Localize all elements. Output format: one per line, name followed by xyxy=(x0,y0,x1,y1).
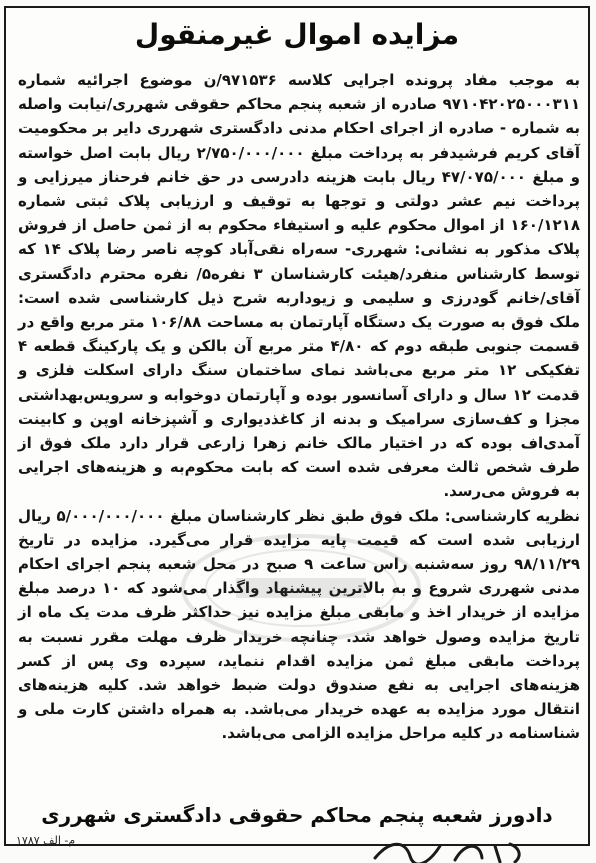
handwritten-mark-icon xyxy=(370,838,530,863)
notice-paragraph-expert-opinion: نظریه کارشناسی: ملک فوق طبق نظر کارشناسان مبلغ ۵/۰۰۰/۰۰۰/۰۰۰ ریال ارزیابی شده است که قیمت پایه مزایده قرار می‌گیرد. مزایده در تاریخ ۹۸/۱۱/۲۹ روز سه‌شنبه راس ساعت ۹ صبح در محل شعبه پنجم اجرای احکام مدنی شهرری شروع و به بالاترین پیشنهاد واگذار می‌شود که ۱۰ درصد مبلغ مزایده از خریدار اخذ و مابقی مبلغ مزایده نیز حداکثر ظرف مدت یک ماه از تاریخ مزایده وصول خواهد شد. چنانچه خریدار ظرف مهلت مقرر نسبت به پرداخت مابقی مبلغ ثمن مزایده اقدام ننماید، سپرده وی پس از کسر هزینه‌های اجرایی به نفع صندوق دولت ضبط خواهد شد. کلیه هزینه‌های انتقال مورد مزایده به عهده خریدار می‌باشد. به همراه داشتن کارت ملی و شناسنامه در کلیه مراحل مزایده الزامی می‌باشد. xyxy=(18,506,580,743)
notice-frame xyxy=(4,6,590,846)
notice-title: مزایده اموال غیرمنقول xyxy=(134,18,460,51)
signature-line: دادورز شعبه پنجم محاکم حقوقی دادگستری شهرری xyxy=(41,803,553,827)
notice-body xyxy=(18,68,580,746)
notice-code: م- الف ۱۷۸۷ xyxy=(16,834,76,847)
notice-paragraph-main: به موجب مفاد پرونده اجرایی کلاسه ۹۷۱۵۳۶/ن موضوع اجرائیه شماره ۹۷۱۰۴۲۰۲۵۰۰۰۳۱۱ صادره از شعبه پنجم محاکم حقوقی شهرری/نیابت واصله به شماره - صادره از اجرای احکام مدنی دادگستری شهرری دایر بر محکومیت آقای کریم فرشیدفر به پرداخت مبلغ ۲/۷۵۰/۰۰۰/۰۰۰ ریال بابت اصل خواسته و مبلغ ۴۷/۰۷۵/۰۰۰ ریال بابت هزینه دادرسی در حق خانم فرحناز میرزایی و پرداخت نیم عشر دولتی و توجها به توقیف و ارزیابی پلاک ثبتی شماره ۱۶۰/۱۲۱۸ از اموال محکوم علیه و استیفاء محکوم به از ثمن حاصل از فروش پلاک مذکور به نشانی: شهرری- سه‌راه نقی‌آباد کوچه ناصر رضا پلاک ۱۴ که توسط کارشناس منفرد/هیئت کارشناسان ۳ نفره۵/ نفره محترم دادگستری آقای/خانم گودرزی و سلیمی و زیوداربه شرح ذیل کارشناسی شده است: ملک فوق به صورت یک دستگاه آپارتمان به مساحت ۱۰۶/۸۸ متر مربع واقع در قسمت جنوبی طبقه دوم که ۴/۸۰ متر مربع آن بالکن و یک پارکینگ قطعه ۴ تفکیکی ۱۲ متر مربع می‌باشد نمای ساختمان سنگ دارای اسکلت فلزی و قدمت ۱۲ سال و دارای آسانسور بوده و آپارتمان دوخوابه و سرویس‌بهداشتی مجزا و کف‌سازی سرامیک و بدنه از کاغذدیواری و آشپزخانه اوپن و کابینت آمدی‌اف بوده که در اختیار مالک خانم زهرا زارعی قرار دارد ملک فوق از طرف شخص ثالث معرفی شده است که بابت محکوم‌به و هزینه‌های اجرایی به فروش می‌رسد. xyxy=(18,71,581,501)
